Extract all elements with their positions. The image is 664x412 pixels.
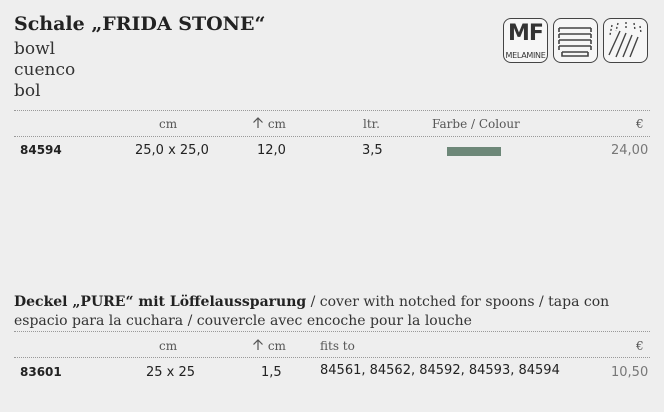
dishwasher-icon (603, 18, 648, 63)
header-height: cm (252, 339, 286, 353)
divider (14, 331, 650, 332)
product-name-fr: bol (14, 81, 41, 101)
colour-swatch (447, 147, 501, 156)
feature-icons (503, 18, 648, 63)
header-fits: fits to (320, 339, 355, 353)
divider (14, 136, 650, 137)
dimensions: 25 x 25 (146, 365, 196, 380)
arrow-up-icon (252, 117, 264, 129)
product-name-en: bowl (14, 39, 56, 59)
product2-description: Deckel „PURE“ mit Löffelaussparung / cover with notched for spoons / tapa con espacio para la cuchara / couvercle avec encoche pour la louche (14, 294, 610, 329)
product-title: Schale „FRIDA STONE“ (14, 13, 266, 35)
price: 24,00 (611, 143, 649, 158)
header-currency: € (636, 339, 644, 353)
header-ltr: ltr. (363, 117, 380, 131)
stackable-icon (553, 18, 598, 63)
header-currency: € (636, 117, 644, 131)
divider (14, 110, 650, 111)
volume-value: 3,5 (362, 143, 383, 158)
height-value: 12,0 (257, 143, 286, 158)
article-number: 83601 (20, 365, 62, 379)
melamine-icon: MF MELAMINE (503, 18, 548, 63)
height-value: 1,5 (261, 365, 282, 380)
divider (14, 357, 650, 358)
header-cm: cm (159, 117, 178, 131)
dimensions: 25,0 x 25,0 (135, 143, 209, 158)
arrow-up-icon (252, 339, 264, 351)
product-name-es: cuenco (14, 60, 76, 80)
header-colour: Farbe / Colour (432, 117, 520, 131)
header-height: cm (252, 117, 286, 131)
price: 10,50 (611, 365, 649, 380)
article-number: 84594 (20, 143, 62, 157)
compatible-articles: 84561, 84562, 84592, 84593, 84594 (320, 363, 560, 378)
header-cm: cm (159, 339, 178, 353)
